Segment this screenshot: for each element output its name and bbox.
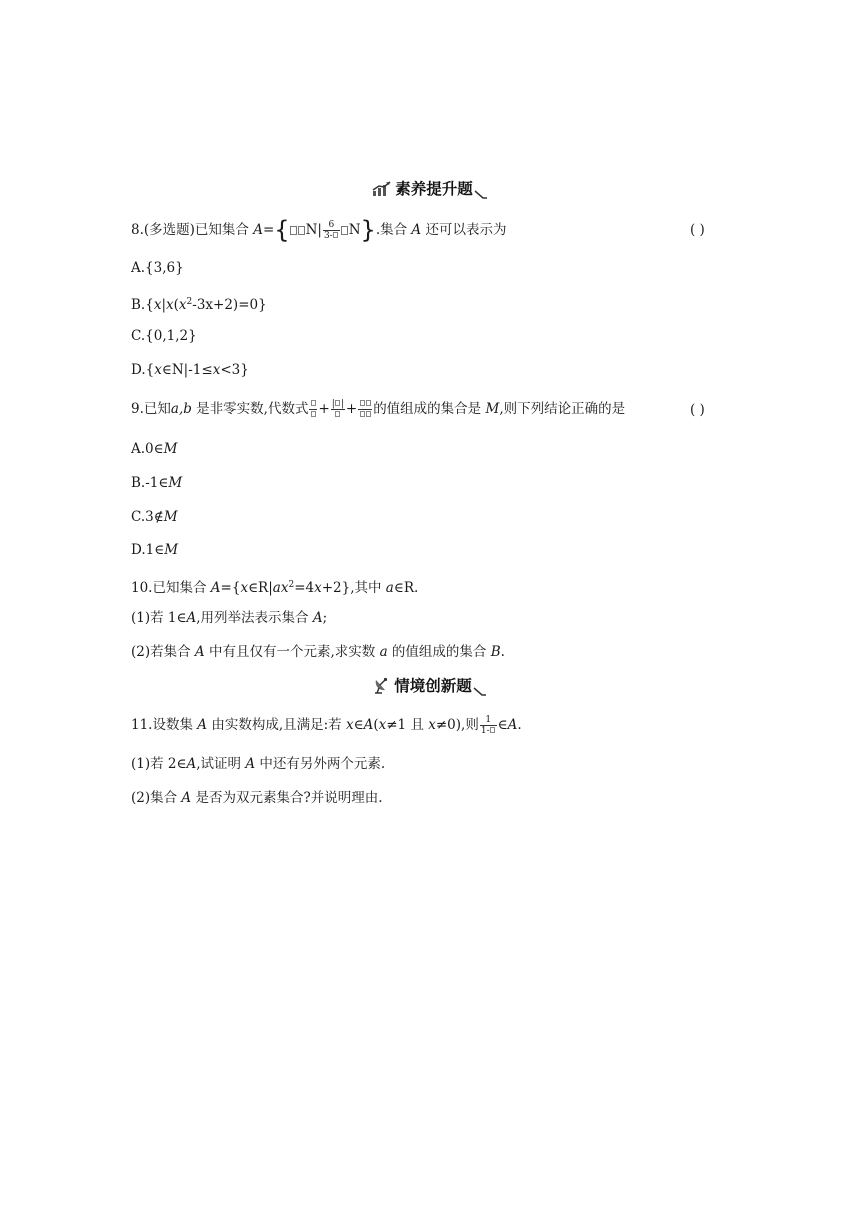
- section-header-innovation: [0, 674, 860, 701]
- q9-option-d: D.1∈M: [131, 542, 179, 558]
- title-tail-decoration: [474, 186, 488, 204]
- question-8-stem: 8.(多选题)已知集合 A={ N| $\frac{6}{3-}$ N}.集合 A 还可以表示为: [131, 216, 507, 244]
- q8-option-d: D.{x∈N|-1≤x<3}: [131, 362, 249, 378]
- answer-blank-parentheses: ( ): [690, 222, 705, 238]
- chart-growth-icon: [372, 181, 392, 201]
- question-10-part-1: (1)若 1∈A,用列举法表示集合 A;: [131, 610, 328, 626]
- fraction-1-over-1-minus-x: $\frac{1}{1-}$: [480, 715, 497, 736]
- section-title-text: 情境创新题: [394, 677, 472, 695]
- title-tail-decoration: [473, 683, 487, 701]
- q9-option-c: C.3∉M: [131, 509, 178, 525]
- question-9-stem: 9.已知a,b 是非零实数,代数式 + | | + 的值组成的集合是 M,则下列结论正确的是: [131, 399, 625, 420]
- glyph-placeholder: [341, 226, 348, 235]
- glyph-placeholder: [290, 226, 297, 235]
- q8-option-b: $B.\{x|x(x^2-3x+2)=0\}$: [131, 297, 267, 313]
- question-10-stem: 10.已知集合 $A=\{x\in R|ax^2=4x+2\}$,其中 a∈R.: [131, 580, 419, 596]
- q9-option-a: A.0∈M: [131, 441, 178, 457]
- question-11-stem: 11.设数集 A 由实数构成,且满足:若 x∈A(x≠1 且 x≠0),则 $\frac{1}{1-}$ ∈A.: [131, 715, 522, 736]
- q8-option-a: A.{3,6}: [131, 260, 184, 276]
- question-11-part-2: (2)集合 A 是否为双元素集合?并说明理由.: [131, 790, 383, 806]
- q9-option-b: B.-1∈M: [131, 475, 183, 491]
- question-10-part-2: (2)若集合 A 中有且仅有一个元素,求实数 a 的值组成的集合 B.: [131, 644, 505, 660]
- fraction-a-over-abs-a: [309, 399, 317, 420]
- section-header-literacy: [0, 177, 860, 204]
- fraction-ab-over-abs-ab: [358, 399, 372, 420]
- satellite-dish-icon: [373, 676, 391, 698]
- q8-option-c: C.{0,1,2}: [131, 328, 197, 344]
- fraction-abs-b-over-b: | |: [331, 399, 345, 420]
- question-11-part-1: (1)若 2∈A,试证明 A 中还有另外两个元素.: [131, 756, 386, 772]
- fraction-6-over-3-minus-x: $\frac{6}{3-}$: [323, 220, 340, 241]
- section-title-text: 素养提升题: [395, 180, 473, 198]
- answer-blank-parentheses: ( ): [690, 402, 705, 418]
- glyph-placeholder: [298, 226, 305, 235]
